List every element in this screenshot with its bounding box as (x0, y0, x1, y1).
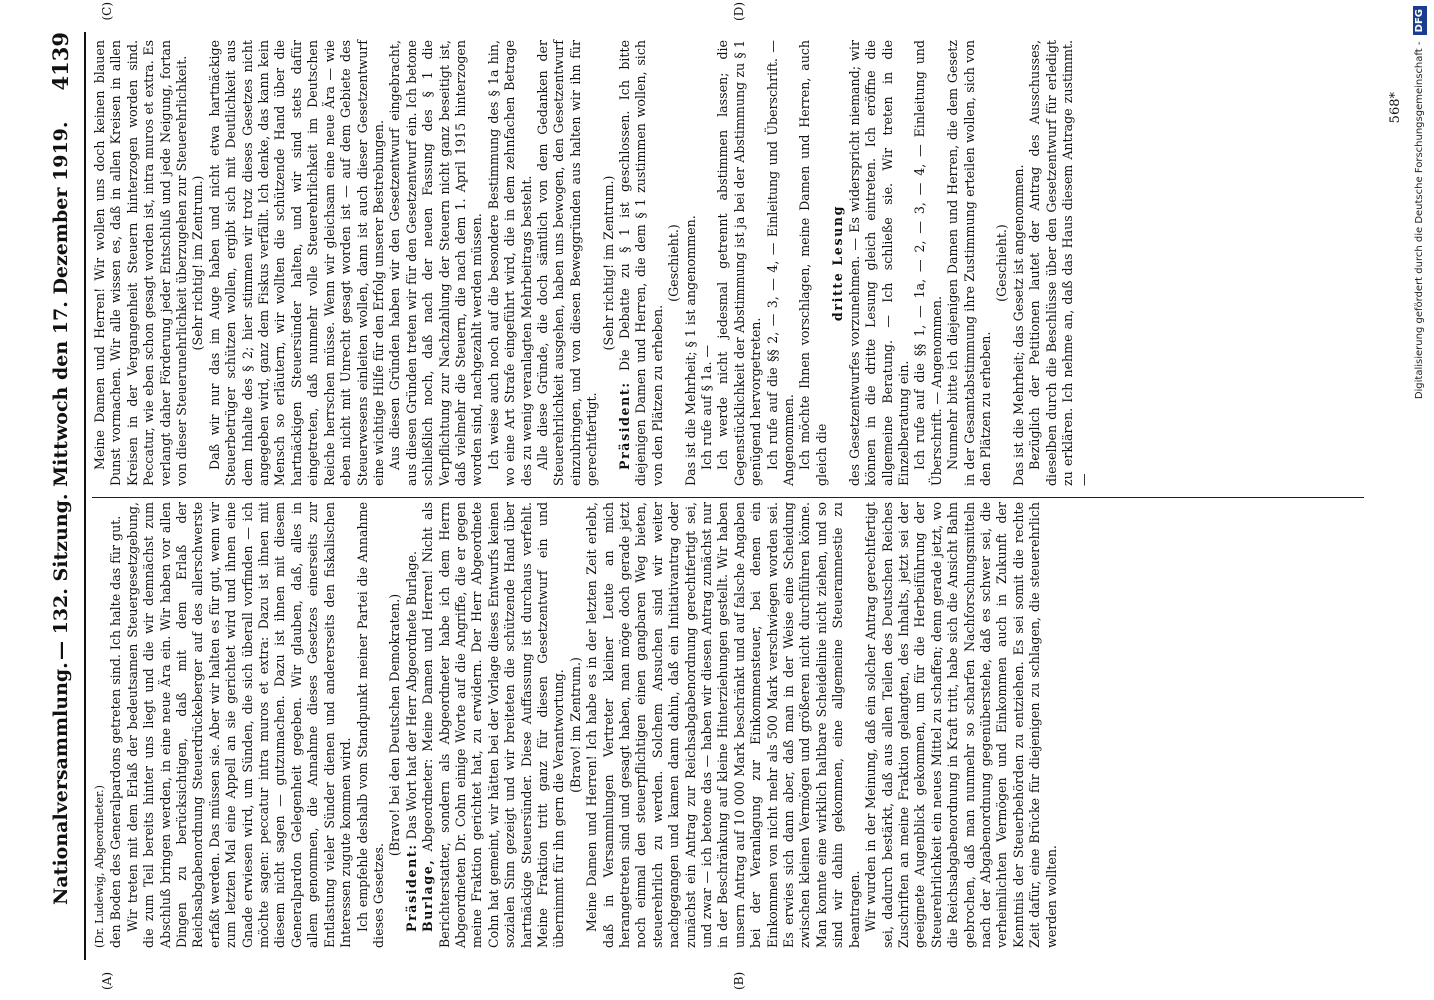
president-statement (404, 502, 420, 948)
paragraph: Das ist die Mehrheit; das Gesetz ist angenommen. (1010, 164, 1026, 486)
paragraph: Bezüglich der Petitionen lautet der Antrag des Ausschusses, dieselben durch die Beschlüsse über den Gesetzentwurf für erledigt zu erklären. Ich nehme an, daß das Haus diesem Antrage zustimmt. — (1027, 40, 1092, 486)
right-column (92, 40, 1093, 486)
speaker-tag: (Dr. Ludewig, Abgeordneter.) (93, 785, 106, 948)
paragraph: Ich rufe auf § 1a. — (699, 344, 715, 470)
speaker-role: Abgeordneter: (420, 758, 436, 852)
speaker-label: Präsident: (617, 381, 632, 470)
margin-letter-d: (D) (732, 2, 746, 21)
credit-text: Digitalisierung gefördert durch die Deutsche Forschungsgemeinschaft - (1414, 41, 1425, 400)
page-number: 4139 (48, 32, 73, 91)
column-divider (92, 497, 1364, 498)
interjection: (Bravo! im Zentrum.) (567, 657, 583, 793)
page-header (42, 32, 82, 960)
paragraph: Aus diesen Gründen haben wir den Gesetzentwurf eingebracht, aus diesen Gründen treten wir für den Gesetzentwurf ein. Ich betone schließlich noch, daß nach der neuen Fassung des § 1 die Verpflichtung zur Nachzahlung der Steuern nicht ganz beseitigt ist, daß vielmehr die Steuern, die nach dem 1. April 1915 hinterzogen worden sind, nachgezahlt werden müssen. (387, 40, 485, 486)
statement-text: Das Wort hat der Herr Abgeordnete Burlage. (403, 551, 419, 840)
paragraph: Wir wurden in der Meinung, daß ein solcher Antrag gerechtfertigt sei, dadurch bestärkt, daß aus allen Teilen des Deutschen Reiches Zuschriften an meine Fraktion gelangten, des Inhalts, jetzt sei der geeignete Augenblick gekommen, um für die Herbeiführung der Steuerehrlichkeit ein neues Mittel zu schaffen; denn gerade jetzt, wo die Reichsabgabenordnung in Kraft tritt, habe sich die Ansicht Bahn gebrochen, daß man nunmehr so scharfen Nachforschungsmitteln nach der Abgabenordnung gegenüberstehe, daß es schwer sei, die verheimlichten Vermögen und Einkommen auch in Zukunft der Kenntnis der Steuerbehörden zu entziehen. Es sei somit die rechte Zeit dafür, eine Brücke für diejenigen zu schlagen, die steuerehrlich werden wollten. (863, 502, 1059, 948)
interjection: (Sehr richtig! im Zentrum.) (600, 175, 616, 351)
paragraph: Meine Damen und Herren! Ich habe es in der letzten Zeit erlebt, daß in Versammlungen Vertreter kleiner Leute an mich herangetreten sind und gesagt haben, man möge doch gerade jetzt noch einmal den steuerpflichtigen einen gangbaren Weg bieten, steuerehrlich zu werden. Solchem Ansuchen sind wir weiter nachgegangen und kamen dann dahin, daß ein Initiativantrag oder zunächst ein Antrag zur Reichsabgabenordnung gerechtfertigt sei, und zwar — ich betone das — haben wir diesen Antrag zunächst nur in der Beschränkung auf kleine Hinterziehungen gestellt. Wir haben unsern Antrag auf 10 000 Mark beschränkt und auf falsche Angaben bei der Veranlagung zur Einkommensteuer, bei denen ein Einkommen von nicht mehr als 500 Mark verschwiegen worden sei. Es erwies sich dann aber, daß man in der Weise eine Scheidung zwischen kleinen Vermögen und größeren nicht durchführen könne. Man konnte eine wirklich haltbare Scheidelinie nicht ziehen, und so sind wir dahin gekommen, eine allgemeine Steueramnestie zu beantragen. (584, 502, 862, 948)
paragraph: den Boden des Generalpardons getreten sind. Ich halte das für gut. (108, 515, 124, 948)
paragraph: Ich werde nicht jedesmal getrennt abstimmen lassen; die Gegenstücklichkeit der Abstimmung ist ja bei der Abstimmung zu § 1 genügend hervorgetreten. (715, 40, 764, 486)
dfg-logo: DFG (1413, 6, 1427, 35)
margin-letter-a: (A) (100, 971, 114, 990)
speaker-label: Burlage, (420, 858, 436, 932)
paragraph: Nunmehr bitte ich diejenigen Damen und Herren, die dem Gesetz in der Gesamtabstimmung ihre Zustimmung erteilen wollen, sich von den Plätzen zu erheben. (945, 40, 993, 486)
speech-text: Meine Damen und Herren! Nicht als Berichterstatter, sondern als Abgeordneter habe ich dem Herrn Abgeordneten Dr. Cohn einige Worte auf die Angriffe, die er gegen meine Fraktion gerichtet hat, zu erwidern. Der Herr Abgeordnete Cohn hat gemeint, wir hätten bei der Vorlage dieses Entwurfs keinen sozialen Sinn gezeigt und wir breiteten die schützende Hand über hartnäckige Steuersünder. Diese Auffassung ist durchaus verfehlt. Meine Fraktion tritt ganz für diesen Gesetzentwurf ein und übernimmt für ihn gern die Verantwortung. (420, 502, 567, 948)
margin-letter-c: (C) (100, 2, 114, 21)
header-rule (84, 32, 86, 960)
paragraph: Daß wir nur das im Auge haben und nicht etwa hartnäckige Steuerbetrüger schützen wollen, ergibt sich mit Deutlichkeit aus dem Inhalte des § 2; hier stimmen wir trotz dieses Gesetzes nicht angegeben wird, ganz dem Fiskus verfällt. Ich denke, das kann kein Mensch so erläutern, wir wollten die schützende Hand über die hartnäckigen Steuersünder halten, und wir sind stets dafür eingetreten, daß nunmehr volle Steuerehrlichkeit im Deutschen Reiche herrschen müsse. Wenn wir gleichsam eine neue Ära — wie eben nicht mit Unrecht gesagt worden ist — auf dem Gebiete des Steuerwesens einleiten wollen, dann ist auch dieser Gesetzentwurf eine wichtige Hilfe für den Erfolg unserer Bestrebungen. (206, 40, 386, 486)
digitization-credit (1411, 0, 1429, 1000)
statement-text: Die Debatte zu § 1 ist geschlossen. Ich bitte diejenigen Damen und Herren, die dem § 1 zustimmen wollen, sich von den Plätzen zu erheben. (617, 40, 665, 486)
interjection: (Sehr richtig! im Zentrum.) (190, 175, 206, 351)
margin-letter-b: (B) (732, 971, 746, 990)
paragraph: Ich empfehle deshalb vom Standpunkt meiner Partei die Annahme dieses Gesetzes. (354, 502, 386, 948)
paragraph: Ich möchte Ihnen vorschlagen, meine Damen und Herren, auch gleich die (797, 40, 829, 486)
paragraph: Ich rufe auf die §§ 2, — 3, — 4, — Einleitung und Überschrift. — Angenommen. (764, 40, 797, 486)
speaker-label: Präsident: (403, 843, 419, 932)
paragraph: des Gesetzentwurfes vorzunehmen. — Es widerspricht niemand; wir können in die dritte Lesung gleich eintreten. Ich eröffne die allgemeine Beratung. — Ich schließe sie. Wir treten in die Einzelberatung ein. (846, 40, 911, 486)
left-column (92, 502, 1060, 948)
section-heading: dritte Lesung (830, 204, 846, 322)
interjection: (Geschieht.) (666, 224, 682, 302)
paragraph: Das ist die Mehrheit; § 1 ist angenommen. (682, 215, 698, 486)
interjection: (Geschieht.) (994, 224, 1010, 302)
paragraph: Alle diese Gründe, die doch sämtlich von dem Gedanken der Steuerehrlichkeit ausgehen, haben uns bewogen, den Gesetzentwurf einzubringen, und von diesen Beweggründen aus halten wir ihn für gerechtfertigt. (534, 40, 600, 486)
header-left: Nationalversammlung. (50, 662, 72, 905)
header-center: — 132. Sitzung. Mittwoch den 17. Dezember 1919. (50, 121, 72, 660)
paragraph: Ich rufe auf die §§ 1, — 1a, — 2, — 3, — 4, — Einleitung und Überschrift. — Angenommen. (912, 40, 944, 486)
interjection: (Bravo! bei den Deutschen Demokraten.) (387, 593, 403, 857)
president-statement (617, 40, 666, 486)
paragraph: Wir treten mit dem Erlaß der bedeutsamen Steuergesetzgebung, die zum Teil bereits hinter uns liegt und die wir demnächst zum Abschluß bringen werden, in eine neue Ära ein. Wir haben vor allen Dingen zu berücksichtigen, daß mit dem Erlaß der Reichsabgabenordnung Steuerdrückeberger auf des allerschwerste erfaßt werden. Das müssen sie. Aber wir halten es für gut, wenn wir zum letzten Mal eine Appell an sie gerichtet wird und ihnen eine Gnade erwiesen wird, um Sünden, die sich überall vorfinden — ich möchte sagen: peccatur intra muros et extra: Dazu ist ihnen mit diesem nicht sagen — gutzumachen. Dazu ist ihnen mit diesem Generalpardon Gelegenheit gegeben. Wir glauben, daß, alles in allem genommen, die Annahme dieses Gesetzes einerseits zur Entlastung vieler Sünder dienen und andererseits den fiskalischen Interessen zugute kommen wird. (124, 502, 354, 948)
paragraph: Meine Damen und Herren! Wir wollen uns doch keinen blauen Dunst vormachen. Wir alle wissen es, daß in allen Kreisen in allen Kreisen in der Vergangenheit Steuern hinterzogen worden sind. Peccatur, wie eben schon gesagt worden ist, intra muros et extra. Es verlangt daher Förderung jeder Entschluß und jede Neigung, fortan von dieser Steuerunehrlichkeit überzugehen zur Steuerehrlichkeit. (92, 40, 190, 486)
paragraph: Ich weise auch noch auf die besondere Bestimmung des § 1a hin, wo eine Art Strafe eingeführt wird, die in dem zehnfachen Betrage des zu wenig veranlagten Mehrbeitrags besteht. (485, 40, 534, 486)
sheet-signature: 568* (1388, 92, 1403, 124)
speech-burlage (420, 502, 568, 948)
page-body (42, 2, 1403, 990)
